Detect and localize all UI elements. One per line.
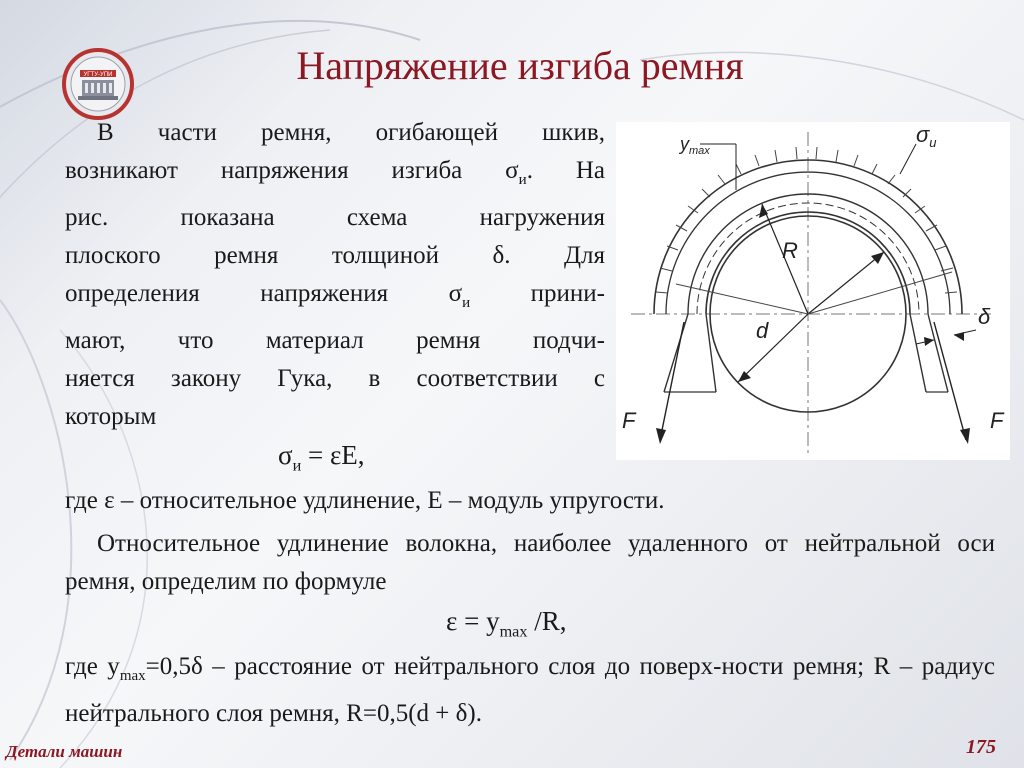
formula-hooke: $\sigma_и = \varepsilon E$,: [278, 440, 365, 475]
label-force-right: F: [990, 408, 1004, 433]
intro-line-2: возникают напряжения изгиба $\sigma_и$. На: [65, 157, 606, 188]
intro-line-3: рис. показана схема нагружения: [65, 204, 605, 231]
label-ymax: $y_{max}$: [680, 134, 710, 157]
intro-line-4: плоского ремня толщиной δ. Для: [65, 242, 605, 269]
intro-line-8: которым: [65, 403, 157, 430]
formula-strain: $\varepsilon = y_{max}$ /R,: [446, 606, 567, 641]
intro-line-1: В части ремня, огибающей шкив,: [97, 119, 605, 146]
course-name: Детали машин: [6, 742, 123, 761]
ymax-paragraph: где $y_{max}=0,5\delta$ – расстояние от нейтрального слоя до поверх-ности ремня; R – радиус нейтрального слоя ремня, R=0,5(d + δ).: [65, 653, 996, 727]
label-d: d: [756, 318, 769, 343]
strain-paragraph: Относительное удлинение волокна, наиболее удаленного от нейтральной оси ремня, определим по формуле: [65, 530, 995, 595]
intro-line-7: няется закону Гука, в соответствии с: [65, 365, 605, 392]
logo-text: УГТУ-УПИ: [83, 72, 113, 78]
label-delta: δ: [978, 304, 991, 329]
intro-line-5: определения напряжения $\sigma_и$ прини-: [65, 280, 605, 311]
label-R: R: [782, 238, 798, 263]
intro-paragraph: [65, 114, 605, 436]
label-force-left: F: [622, 408, 636, 433]
definitions-paragraph: где ε – относительное удлинение, E – модуль упругости.: [65, 487, 665, 514]
belt-bending-diagram: [616, 122, 1010, 460]
intro-line-6: мают, что материал ремня подчи-: [65, 327, 605, 354]
page-number: 175: [966, 736, 996, 758]
slide-title: Напряжение изгиба ремня: [296, 43, 744, 88]
label-sigma: $\sigma_и$: [916, 122, 937, 150]
